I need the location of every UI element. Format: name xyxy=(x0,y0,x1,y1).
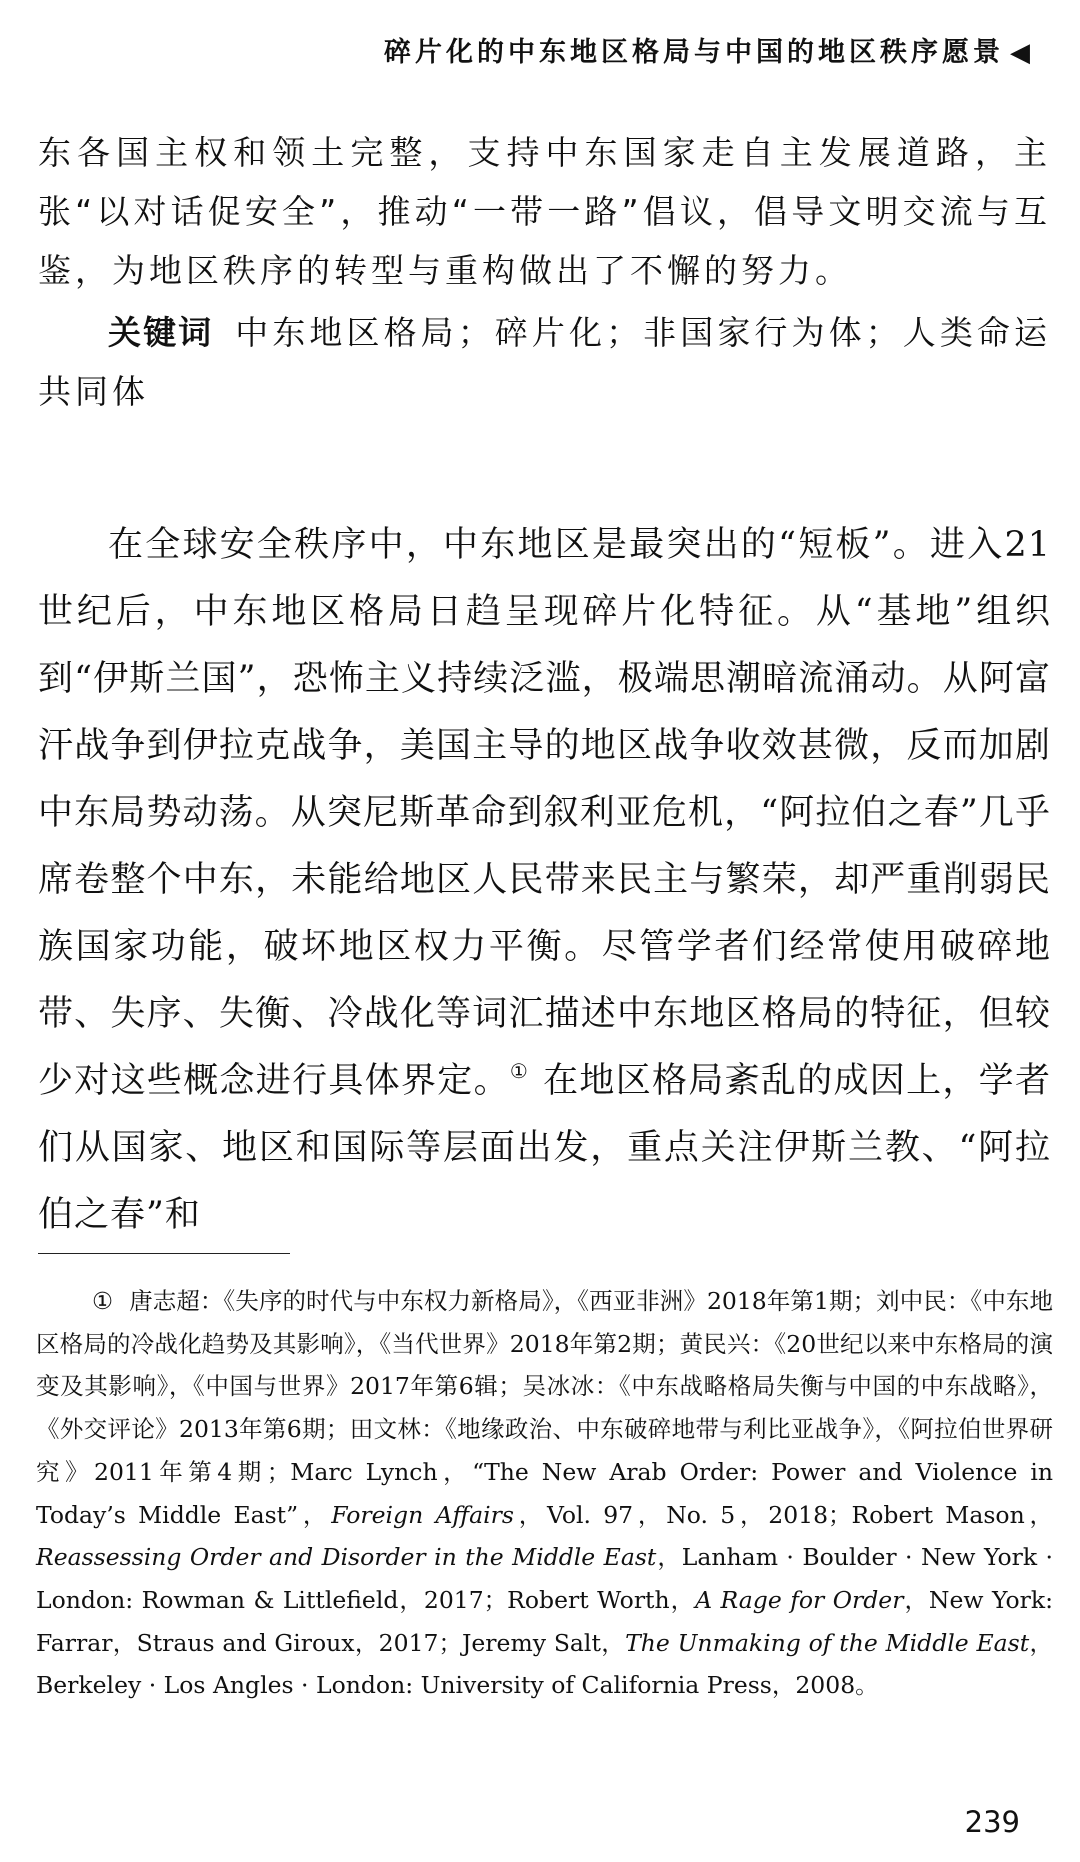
abstract-tail: 东各国主权和领土完整，支持中东国家走自主发展道路，主张“以对话促安全”，推动“一带一路”倡议，倡导文明交流与互鉴，为地区秩序的转型与重构做出了不懈的努力。 xyxy=(38,133,1051,290)
footnote-section xyxy=(36,1280,1053,1707)
running-header xyxy=(40,30,1030,69)
page-number: 239 xyxy=(964,1805,1020,1839)
footnote-number: ① xyxy=(92,1287,114,1315)
keywords-line xyxy=(38,303,1051,421)
main-paragraph xyxy=(38,512,1051,1249)
book-title-2: A Rage for Order xyxy=(695,1585,904,1614)
footnote-text-e: ，Berkeley · Los Angles · London: University of California Press，2008。 xyxy=(36,1628,1054,1700)
footnote-reference[interactable]: ① xyxy=(509,1059,530,1083)
footnote-text-a: 唐志超：《失序的时代与中东权力新格局》，《西亚非洲》2018年第1期；刘中民：《中东地区格局的冷战化趋势及其影响》，《当代世界》2018年第2期；黄民兴：《20世纪以来中东格局的演变及其影响》，《中国与世界》2017年第6辑；吴冰冰：《中东战略格局失衡与中国的中东战略》，《外交评论》2013年第6期；田文林：《地缘政治、中东破碎地带与利比亚战争》，《阿拉伯世界研究》2011年第4期；Marc Lynch，“The New Arab Order: Power and Violence in Today’s Middle East”， xyxy=(36,1287,1053,1529)
footnote-1 xyxy=(36,1280,1053,1707)
book-title-3: The Unmaking of the Middle East xyxy=(625,1628,1030,1657)
footnote-divider xyxy=(38,1253,290,1254)
footnote-text-c: ，Lanham · Boulder · New York · London: Rowman & Littlefield，2017；Robert Worth， xyxy=(36,1543,1054,1614)
running-title: 碎片化的中东地区格局与中国的地区秩序愿景 xyxy=(384,37,1004,68)
footnote-text-b: ，Vol. 97，No. 5，2018；Robert Mason， xyxy=(513,1500,1053,1529)
paragraph-part-1: 在全球安全秩序中，中东地区是最突出的“短板”。进入21世纪后，中东地区格局日趋呈现碎片化特征。从“基地”组织到“伊斯兰国”，恐怖主义持续泛滥，极端思潮暗流涌动。从阿富汗战争到伊拉克战争，美国主导的地区战争收效甚微，反而加剧中东局势动荡。从突尼斯革命到叙利亚危机，“阿拉伯之春”几乎席卷整个中东，未能给地区人民带来民主与繁荣，却严重削弱民族国家功能，破坏地区权力平衡。尽管学者们经常使用破碎地带、失序、失衡、冷战化等词汇描述中东地区格局的特征，但较少对这些概念进行具体界定。 xyxy=(38,525,1051,1101)
triangle-left-icon: ◀ xyxy=(1010,38,1030,68)
main-body xyxy=(38,512,1051,1249)
keywords-label: 关键词 xyxy=(108,313,214,352)
book-title-1: Reassessing Order and Disorder in the Middle East xyxy=(36,1543,657,1572)
journal-title: Foreign Affairs xyxy=(331,1500,514,1529)
keywords-list: 中东地区格局；碎片化；非国家行为体；人类命运共同体 xyxy=(38,313,1051,411)
footnote-text-d: ，New York: Farrar，Straus and Giroux，2017；Jeremy Salt， xyxy=(36,1585,1053,1657)
abstract-section xyxy=(38,123,1051,421)
paragraph-part-2: 在地区格局紊乱的成因上，学者们从国家、地区和国际等层面出发，重点关注伊斯兰教、“阿拉伯之春”和 xyxy=(38,1061,1051,1235)
